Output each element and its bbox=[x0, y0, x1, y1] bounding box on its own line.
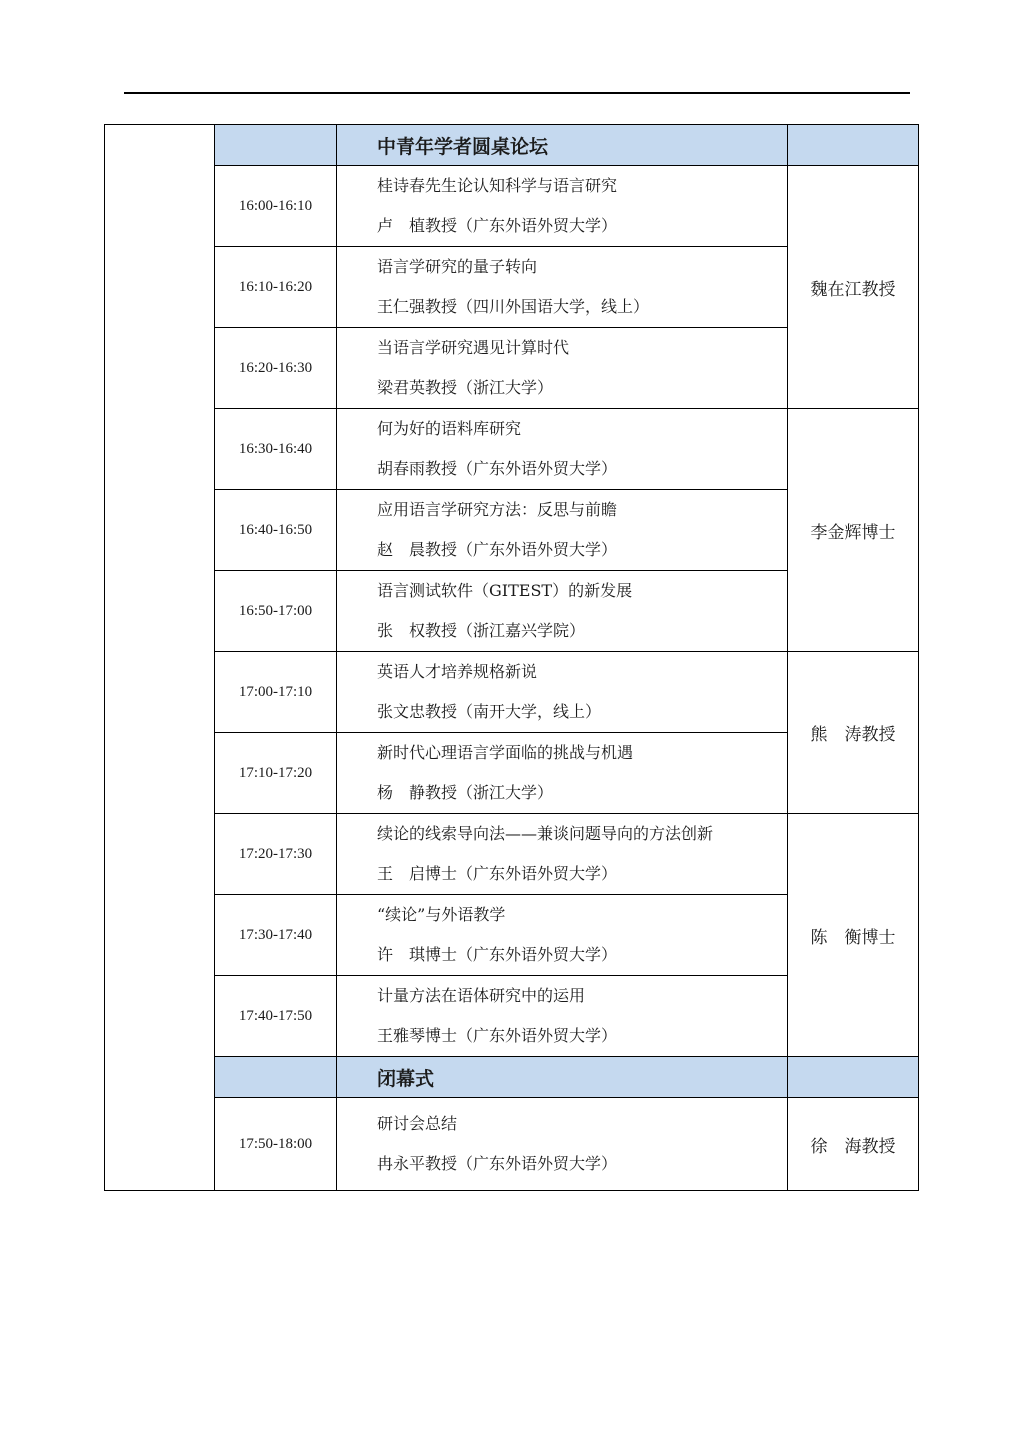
chair-cell: 熊 涛教授 bbox=[788, 652, 919, 814]
table-row bbox=[105, 1098, 919, 1191]
section-title: 闭幕式 bbox=[337, 1057, 788, 1098]
time-cell: 17:10-17:20 bbox=[215, 733, 337, 814]
time-cell: 16:00-16:10 bbox=[215, 166, 337, 247]
time-cell: 16:20-16:30 bbox=[215, 328, 337, 409]
time-cell: 17:30-17:40 bbox=[215, 895, 337, 976]
talk-topic: 新时代心理语言学面临的挑战与机遇 bbox=[377, 743, 634, 762]
talk-cell bbox=[337, 409, 788, 490]
talk-speaker: 卢 植教授（广东外语外贸大学） bbox=[377, 216, 618, 235]
table-row bbox=[105, 409, 919, 490]
chair-cell: 李金辉博士 bbox=[788, 409, 919, 652]
talk-topic: 桂诗春先生论认知科学与语言研究 bbox=[377, 176, 618, 195]
time-cell: 16:50-17:00 bbox=[215, 571, 337, 652]
talk-speaker: 张文忠教授（南开大学，线上） bbox=[377, 702, 602, 721]
talk-speaker: 王仁强教授（四川外国语大学，线上） bbox=[377, 297, 650, 316]
talk-topic: 应用语言学研究方法：反思与前瞻 bbox=[377, 500, 618, 519]
talk-topic: 语言测试软件（GITEST）的新发展 bbox=[377, 581, 633, 600]
time-cell: 17:50-18:00 bbox=[215, 1098, 337, 1191]
talk-speaker: 胡春雨教授（广东外语外贸大学） bbox=[377, 459, 618, 478]
date-column-cell bbox=[105, 125, 215, 1191]
talk-cell bbox=[337, 247, 788, 328]
talk-topic: 当语言学研究遇见计算时代 bbox=[377, 338, 570, 357]
table-row bbox=[105, 652, 919, 733]
talk-speaker: 许 琪博士（广东外语外贸大学） bbox=[377, 945, 618, 964]
talk-topic: 计量方法在语体研究中的运用 bbox=[377, 986, 586, 1005]
time-cell: 16:30-16:40 bbox=[215, 409, 337, 490]
talk-cell bbox=[337, 1098, 788, 1191]
talk-topic: “续论”与外语教学 bbox=[377, 905, 506, 924]
talk-speaker: 赵 晨教授（广东外语外贸大学） bbox=[377, 540, 618, 559]
talk-topic: 何为好的语料库研究 bbox=[377, 419, 522, 438]
talk-cell bbox=[337, 733, 788, 814]
section-header bbox=[105, 125, 919, 166]
section-header bbox=[105, 1057, 919, 1098]
chair-cell: 魏在江教授 bbox=[788, 166, 919, 409]
talk-topic: 研讨会总结 bbox=[377, 1114, 458, 1133]
chair-cell: 陈 衡博士 bbox=[788, 814, 919, 1057]
header-rule bbox=[124, 92, 910, 94]
talk-speaker: 张 权教授（浙江嘉兴学院） bbox=[377, 621, 586, 640]
schedule-table bbox=[104, 124, 919, 1191]
talk-cell bbox=[337, 571, 788, 652]
talk-speaker: 王 启博士（广东外语外贸大学） bbox=[377, 864, 618, 883]
talk-topic: 续论的线索导向法——兼谈问题导向的方法创新 bbox=[377, 824, 714, 843]
talk-speaker: 梁君英教授（浙江大学） bbox=[377, 378, 554, 397]
talk-speaker: 王雅琴博士（广东外语外贸大学） bbox=[377, 1026, 618, 1045]
talk-cell bbox=[337, 976, 788, 1057]
section-title: 中青年学者圆桌论坛 bbox=[337, 125, 788, 166]
table-row bbox=[105, 166, 919, 247]
time-cell: 16:10-16:20 bbox=[215, 247, 337, 328]
time-cell: 17:40-17:50 bbox=[215, 976, 337, 1057]
talk-speaker: 冉永平教授（广东外语外贸大学） bbox=[377, 1154, 618, 1173]
chair-cell: 徐 海教授 bbox=[788, 1098, 919, 1191]
time-cell: 16:40-16:50 bbox=[215, 490, 337, 571]
talk-topic: 语言学研究的量子转向 bbox=[377, 257, 538, 276]
time-cell: 17:20-17:30 bbox=[215, 814, 337, 895]
talk-speaker: 杨 静教授（浙江大学） bbox=[377, 783, 554, 802]
time-cell: 17:00-17:10 bbox=[215, 652, 337, 733]
talk-cell bbox=[337, 328, 788, 409]
talk-topic: 英语人才培养规格新说 bbox=[377, 662, 538, 681]
talk-cell bbox=[337, 652, 788, 733]
table-row bbox=[105, 814, 919, 895]
talk-cell bbox=[337, 166, 788, 247]
talk-cell bbox=[337, 490, 788, 571]
talk-cell bbox=[337, 814, 788, 895]
talk-cell bbox=[337, 895, 788, 976]
